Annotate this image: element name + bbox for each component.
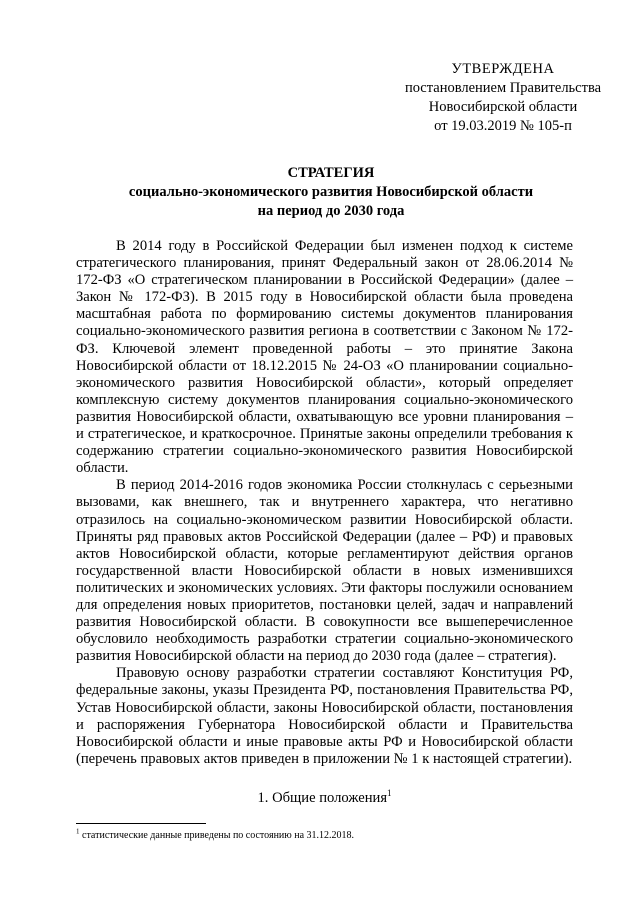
title-period: на период до 2030 года [257, 203, 405, 219]
footnote-mark: 1 [76, 827, 80, 836]
footnote [76, 829, 573, 842]
section-heading-text: 1. Общие положения [257, 790, 388, 806]
paragraph: В 2014 году в Российской Федерации был изменен подход к системе стратегического планирования, принят Федеральный закон от 28.06.2014 № 172-ФЗ «О стратегическом планировании в Российской Федерации» (далее – Закон № 172-ФЗ). В 2015 году в Новосибирской области была проведена масштабная работа по формированию системы документов планирования социально-экономического развития региона в соответствии с Законом № 172-ФЗ. Ключевой элемент проведенной работы – это принятие Закона Новосибирской области от 18.12.2015 № 24-ОЗ «О планировании социально-экономического развития Новосибирской области», который определяет комплексную систему документов планирования социально-экономического развития Новосибирской области, охватывающую все уровни планирования – и стратегическое, и краткосрочное. Принятые законы определили требования к содержанию стратегии социально-экономического развития Новосибирской области. [76, 238, 573, 477]
paragraph: В период 2014-2016 годов экономика России столкнулась с серьезными вызовами, как внешнего, так и внутреннего характера, что негативно отразилось на социально-экономическом развитии Новосибирской области. Приняты ряд правовых актов Российской Федерации (далее – РФ) и правовых актов Новосибирской области, которые регламентируют действия органов государственной власти Новосибирской области в новых изменившихся политических и экономических условиях. Эти факторы послужили основанием для определения новых приоритетов, постановки целей, задач и направлений развития Новосибирской области. В совокупности все вышеперечисленное обусловило необходимость разработки стратегии социально-экономического развития Новосибирской области на период до 2030 года (далее – стратегия). [76, 477, 573, 665]
approval-line-date: от 19.03.2019 № 105-п [434, 118, 572, 134]
title-main: СТРАТЕГИЯ [287, 165, 375, 181]
document-title [96, 164, 566, 221]
approval-line-region: Новосибирской области [428, 99, 578, 115]
approval-block [384, 60, 622, 136]
footnote-reference[interactable]: 1 [387, 788, 392, 799]
approval-heading: УТВЕРЖДЕНА [451, 61, 555, 77]
section-heading [76, 789, 573, 807]
document-body [76, 238, 573, 768]
approval-line-decree: постановлением Правительства [404, 80, 602, 96]
footnote-divider [76, 823, 206, 824]
paragraph: Правовую основу разработки стратегии составляют Конституция РФ, федеральные законы, указы Президента РФ, постановления Правительства РФ, Устав Новосибирской области, законы Новосибирской области, постановления и распоряжения Губернатора Новосибирской области и Правительства Новосибирской области и иные правовые акты РФ и Новосибирской области (перечень правовых актов приведен в приложении № 1 к настоящей стратегии). [76, 665, 573, 767]
title-subtitle: социально-экономического развития Новосибирской области [128, 184, 534, 200]
footnote-text: статистические данные приведены по состоянию на 31.12.2018. [79, 830, 355, 841]
